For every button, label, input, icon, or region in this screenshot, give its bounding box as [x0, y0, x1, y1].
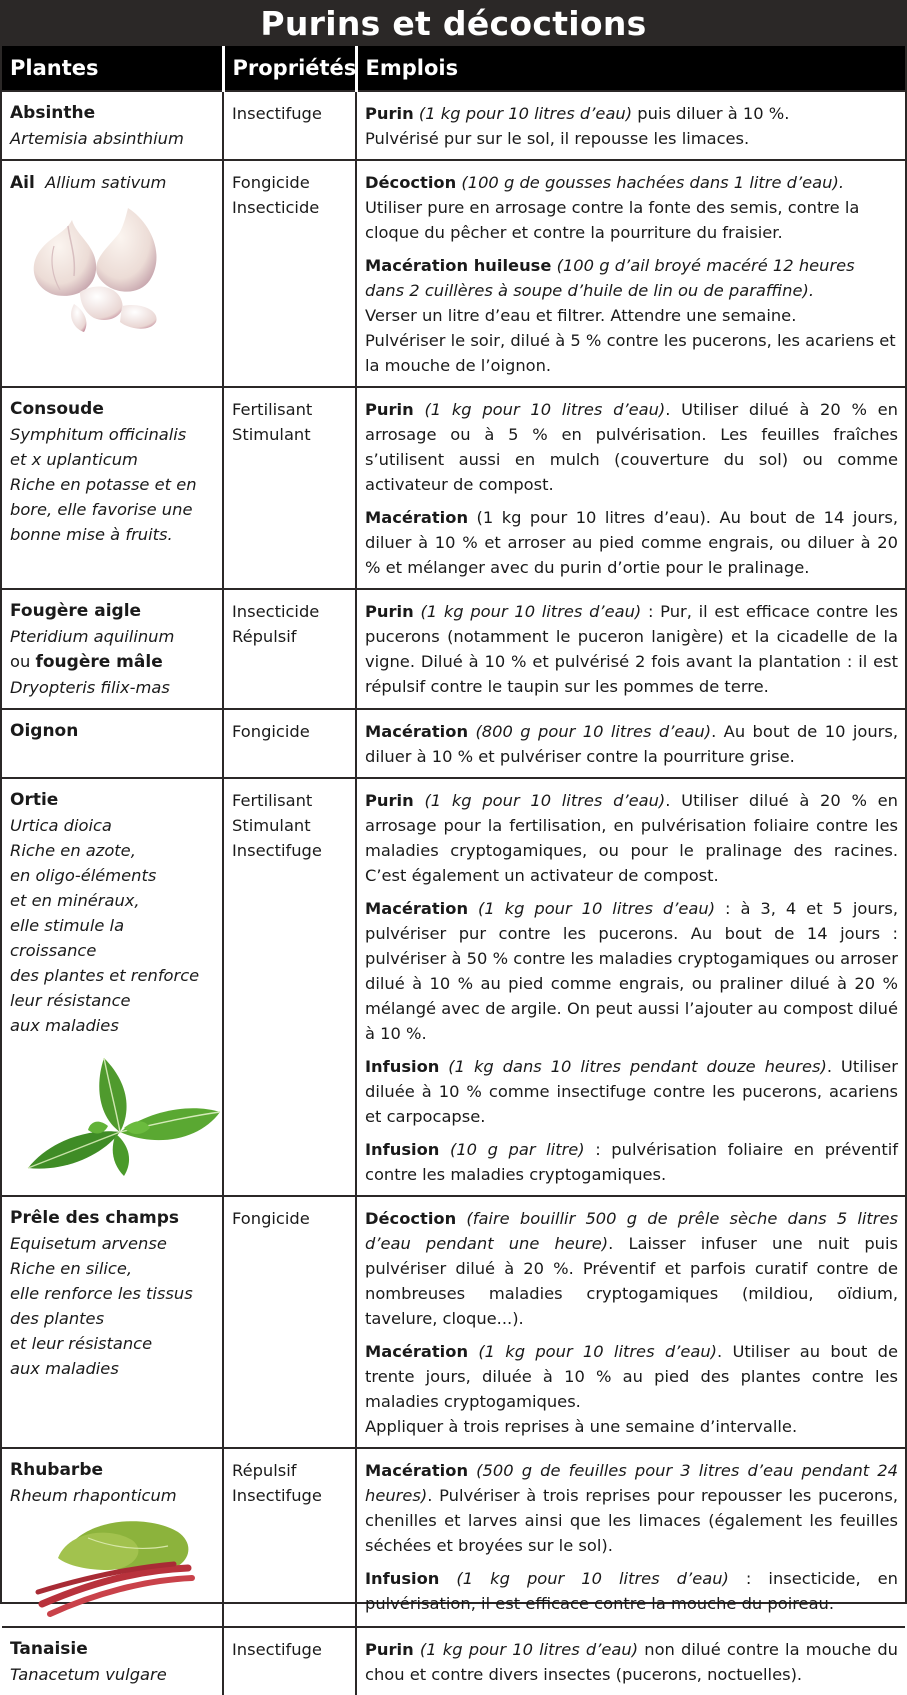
uses-cell	[356, 589, 905, 709]
use-block	[365, 1637, 898, 1687]
plant-cell	[2, 778, 223, 1196]
uses-cell	[356, 91, 905, 160]
plant-name: Ortie	[10, 790, 59, 810]
use-quantity: (faire bouillir 500 g de prêle sèche dans 5 litres d’eau pendant une heure)	[365, 1209, 898, 1253]
header-properties: Propriétés	[223, 46, 356, 91]
use-text: non dilué contre la mouche du chou et contre divers insectes (pucerons, noctuelles).	[365, 1640, 898, 1684]
use-text: (1 kg pour 10 litres d’eau). Au bout de 14 jours, diluer à 10 % et arroser au pied comme engrais, ou diluer à 20 % et mélanger avec du purin d’ortie pour le pralinage.	[365, 508, 898, 577]
use-method: Macération	[365, 899, 469, 918]
uses-cell	[356, 1448, 905, 1627]
header-uses: Emplois	[356, 46, 905, 91]
plant-latin-name: Equisetum arvense	[10, 1234, 167, 1253]
use-block	[365, 1137, 898, 1187]
plant-name: Consoude	[10, 399, 104, 419]
plant-latin-name: Urtica dioica	[10, 816, 112, 835]
use-method: Macération	[365, 1342, 469, 1361]
use-text: . Utiliser diluée à 10 % comme insectifuge contre les pucerons, acariens et carpocapse.	[365, 1057, 898, 1126]
properties-cell	[223, 709, 356, 778]
table-row	[2, 387, 905, 589]
uses-cell	[356, 160, 905, 387]
plant-table	[2, 46, 905, 1695]
property-label: Répulsif	[232, 627, 297, 646]
plant-name: Oignon	[10, 721, 79, 741]
properties-cell	[223, 1448, 356, 1627]
plant-cell	[2, 1627, 223, 1695]
plant-note-line: elle stimule la croissance	[10, 916, 125, 960]
property-label: Insecticide	[232, 602, 320, 621]
use-block	[365, 1206, 898, 1331]
plant-note-line: Riche en silice,	[10, 1259, 133, 1278]
properties-cell	[223, 1627, 356, 1695]
property-label: Fongicide	[232, 173, 310, 192]
rhubarb-photo	[28, 1518, 208, 1618]
plant-name: Tanaisie	[10, 1639, 88, 1659]
use-text: . Utiliser dilué à 20 % en arrosage pour la fertilisation, en pulvérisation foliaire contre les maladies cryptogamiques, ou pour le pralinage des racines. C’est également un activateur de compost.	[365, 791, 898, 885]
use-block	[365, 788, 898, 888]
properties-cell	[223, 387, 356, 589]
use-method: Purin	[365, 400, 414, 419]
use-text-more: Appliquer à trois reprises à une semaine d’intervalle.	[365, 1417, 798, 1436]
plant-latin-name: Pteridium aquilinum	[10, 627, 175, 646]
alt-prefix: ou	[10, 652, 36, 671]
use-text: . Pulvériser à trois reprises pour repousser les pucerons, chenilles et larves ainsi que les limaces (également les feuilles séchées et broyées sur le sol).	[365, 1486, 898, 1555]
use-quantity: (1 kg dans 10 litres pendant douze heures)	[439, 1057, 827, 1076]
use-quantity: (100 g d’ail broyé macéré 12 heures dans 2 cuillères à soupe d’huile de lin ou de paraffine).	[365, 256, 855, 300]
plant-note-line: leur résistance	[10, 991, 131, 1010]
use-block	[365, 397, 898, 497]
plant-latin-name: Rheum rhaponticum	[10, 1486, 177, 1505]
plant-latin-name: Allium sativum	[45, 173, 167, 192]
plant-latin-name-2: et x uplanticum	[10, 450, 138, 469]
use-quantity: (1 kg pour 10 litres d’eau)	[439, 1569, 729, 1588]
use-text-more: Verser un litre d’eau et filtrer. Attendre une semaine.	[365, 306, 797, 325]
use-text: : à 3, 4 et 5 jours, pulvériser pur contre les pucerons. Au bout de 14 jours : pulvériser à 50 % contre les maladies cryptogamiques ou arroser dilué à 10 % au pied comme engrais, ou praliner dilué à 20 % mélangé avec de argile. On peut aussi l’ajouter au compost dilué à 10 %.	[365, 899, 898, 1043]
plant-alt-name: fougère mâle	[35, 652, 163, 672]
use-block	[365, 505, 898, 580]
plant-name: Ail	[10, 173, 35, 193]
plant-note-line: en oligo-éléments	[10, 866, 157, 885]
header-plants: Plantes	[2, 46, 223, 91]
plant-note-line: des plantes et renforce	[10, 966, 200, 985]
property-label: Insectifuge	[232, 104, 322, 123]
property-label: Fongicide	[232, 1209, 310, 1228]
use-quantity: (800 g pour 10 litres d’eau)	[468, 722, 712, 741]
plant-name: Prêle des champs	[10, 1208, 180, 1228]
uses-cell	[356, 387, 905, 589]
uses-cell	[356, 709, 905, 778]
use-quantity: (500 g de feuilles pour 3 litres d’eau pendant 24 heures)	[365, 1461, 898, 1505]
use-method: Purin	[365, 1640, 414, 1659]
property-label: Fongicide	[232, 722, 310, 741]
table-row	[2, 778, 905, 1196]
use-method: Infusion	[365, 1569, 440, 1588]
property-label: Fertilisant	[232, 791, 313, 810]
plant-cell	[2, 1448, 223, 1627]
plant-name: Absinthe	[10, 103, 96, 123]
property-label: Stimulant	[232, 425, 311, 444]
use-quantity: (1 kg pour 10 litres d’eau)	[413, 1640, 639, 1659]
properties-cell	[223, 1196, 356, 1448]
plant-note-line: aux maladies	[10, 1016, 119, 1035]
table-row	[2, 1627, 905, 1695]
properties-cell	[223, 160, 356, 387]
use-text: . Utiliser dilué à 20 % en arrosage ou à 5 % en pulvérisation. Les feuilles fraîches s’utilisent aussi en mulch (couverture du sol) ou comme activateur de compost.	[365, 400, 898, 494]
plant-cell	[2, 589, 223, 709]
page-title: Purins et décoctions	[2, 2, 905, 46]
properties-cell	[223, 778, 356, 1196]
plant-note-line: aux maladies	[10, 1359, 119, 1378]
use-block	[365, 896, 898, 1046]
plant-cell	[2, 91, 223, 160]
properties-cell	[223, 589, 356, 709]
plant-latin-name: Symphitum officinalis	[10, 425, 187, 444]
use-method: Décoction	[365, 1209, 457, 1228]
use-method: Purin	[365, 602, 414, 621]
use-block	[365, 1458, 898, 1558]
table-row	[2, 91, 905, 160]
garlic-photo	[10, 206, 170, 336]
use-text: puis diluer à 10 %.	[632, 104, 790, 123]
plant-latin-name: Artemisia absinthium	[10, 129, 184, 148]
use-text-more: Pulvériser le soir, dilué à 5 % contre les pucerons, les acariens et la mouche de l’oignon.	[365, 331, 896, 375]
use-quantity: (100 g de gousses hachées dans 1 litre d’eau).	[456, 173, 845, 192]
plant-cell	[2, 387, 223, 589]
table-header-row	[2, 46, 905, 91]
use-block	[365, 1566, 898, 1616]
use-block	[365, 101, 898, 151]
table-row	[2, 589, 905, 709]
property-label: Insectifuge	[232, 841, 322, 860]
use-text: : insecticide, en pulvérisation, il est efficace contre la mouche du poireau.	[365, 1569, 898, 1613]
use-method: Purin	[365, 104, 414, 123]
use-text-more: Pulvérisé pur sur le sol, il repousse les limaces.	[365, 129, 750, 148]
use-quantity: (1 kg pour 10 litres d’eau)	[413, 791, 666, 810]
table-row	[2, 709, 905, 778]
plant-alt-latin-name: Dryopteris filix-mas	[10, 678, 170, 697]
properties-cell	[223, 91, 356, 160]
use-method: Décoction	[365, 173, 457, 192]
plant-cell	[2, 1196, 223, 1448]
property-label: Insecticide	[232, 198, 320, 217]
property-label: Insectifuge	[232, 1640, 322, 1659]
plant-latin-name: Tanacetum vulgare	[10, 1665, 167, 1684]
use-quantity: (1 kg pour 10 litres d’eau)	[413, 400, 666, 419]
use-block	[365, 599, 898, 699]
use-quantity: (1 kg pour 10 litres d’eau)	[468, 1342, 717, 1361]
table-row	[2, 160, 905, 387]
use-method: Infusion	[365, 1140, 440, 1159]
use-text: : Pur, il est efficace contre les pucerons (notamment le puceron lanigère) et la cicadelle de la vigne. Dilué à 10 % et pulvérisé 2 fois avant la plantation : il est répulsif contre le taupin sur les pommes de terre.	[365, 602, 898, 696]
plant-note-line: et leur résistance	[10, 1334, 153, 1353]
plant-note-line: elle renforce les tissus des plantes	[10, 1284, 193, 1328]
use-block	[365, 719, 898, 769]
nettle-photo	[24, 1048, 224, 1178]
use-text: . Utiliser au bout de trente jours, diluée à 10 % au pied des plantes contre les maladies cryptogamiques.	[365, 1342, 898, 1411]
uses-cell	[356, 1627, 905, 1695]
use-text: : pulvérisation foliaire en préventif contre les maladies cryptogamiques.	[365, 1140, 898, 1184]
use-method: Infusion	[365, 1057, 440, 1076]
plant-note-line: et en minéraux,	[10, 891, 140, 910]
use-quantity: (10 g par litre)	[439, 1140, 585, 1159]
use-method: Macération	[365, 508, 469, 527]
plant-note: Riche en potasse et en bore, elle favorise une bonne mise à fruits.	[10, 475, 197, 544]
plant-note-line: Riche en azote,	[10, 841, 136, 860]
use-quantity: (1 kg pour 10 litres d’eau)	[413, 602, 642, 621]
use-text-more: Utiliser pure en arrosage contre la fonte des semis, contre la cloque du pêcher et contre la pourriture du fraisier.	[365, 198, 860, 242]
use-text: . Au bout de 10 jours, diluer à 10 % et pulvériser contre la pourriture grise.	[365, 722, 898, 766]
table-row	[2, 1448, 905, 1627]
property-label: Fertilisant	[232, 400, 313, 419]
property-label: Insectifuge	[232, 1486, 322, 1505]
use-method: Macération huileuse	[365, 256, 552, 275]
use-quantity: (1 kg pour 10 litres d’eau)	[468, 899, 716, 918]
plant-cell	[2, 709, 223, 778]
use-block	[365, 170, 898, 245]
uses-cell	[356, 778, 905, 1196]
plant-cell	[2, 160, 223, 387]
plant-name: Fougère aigle	[10, 601, 142, 621]
plant-name: Rhubarbe	[10, 1460, 104, 1480]
use-method: Purin	[365, 791, 414, 810]
use-block	[365, 1339, 898, 1439]
use-method: Macération	[365, 722, 469, 741]
property-label: Stimulant	[232, 816, 311, 835]
uses-cell	[356, 1196, 905, 1448]
table-row	[2, 1196, 905, 1448]
use-block	[365, 1054, 898, 1129]
use-method: Macération	[365, 1461, 469, 1480]
property-label: Répulsif	[232, 1461, 297, 1480]
use-text: . Laisser infuser une nuit puis pulvériser dilué à 20 %. Préventif et parfois curatif contre de nombreuses maladies cryptogamiques (mildiou, oïdium, tavelure, cloque...).	[365, 1234, 899, 1328]
use-quantity: (1 kg pour 10 litres d’eau)	[418, 104, 633, 123]
use-block	[365, 253, 898, 378]
